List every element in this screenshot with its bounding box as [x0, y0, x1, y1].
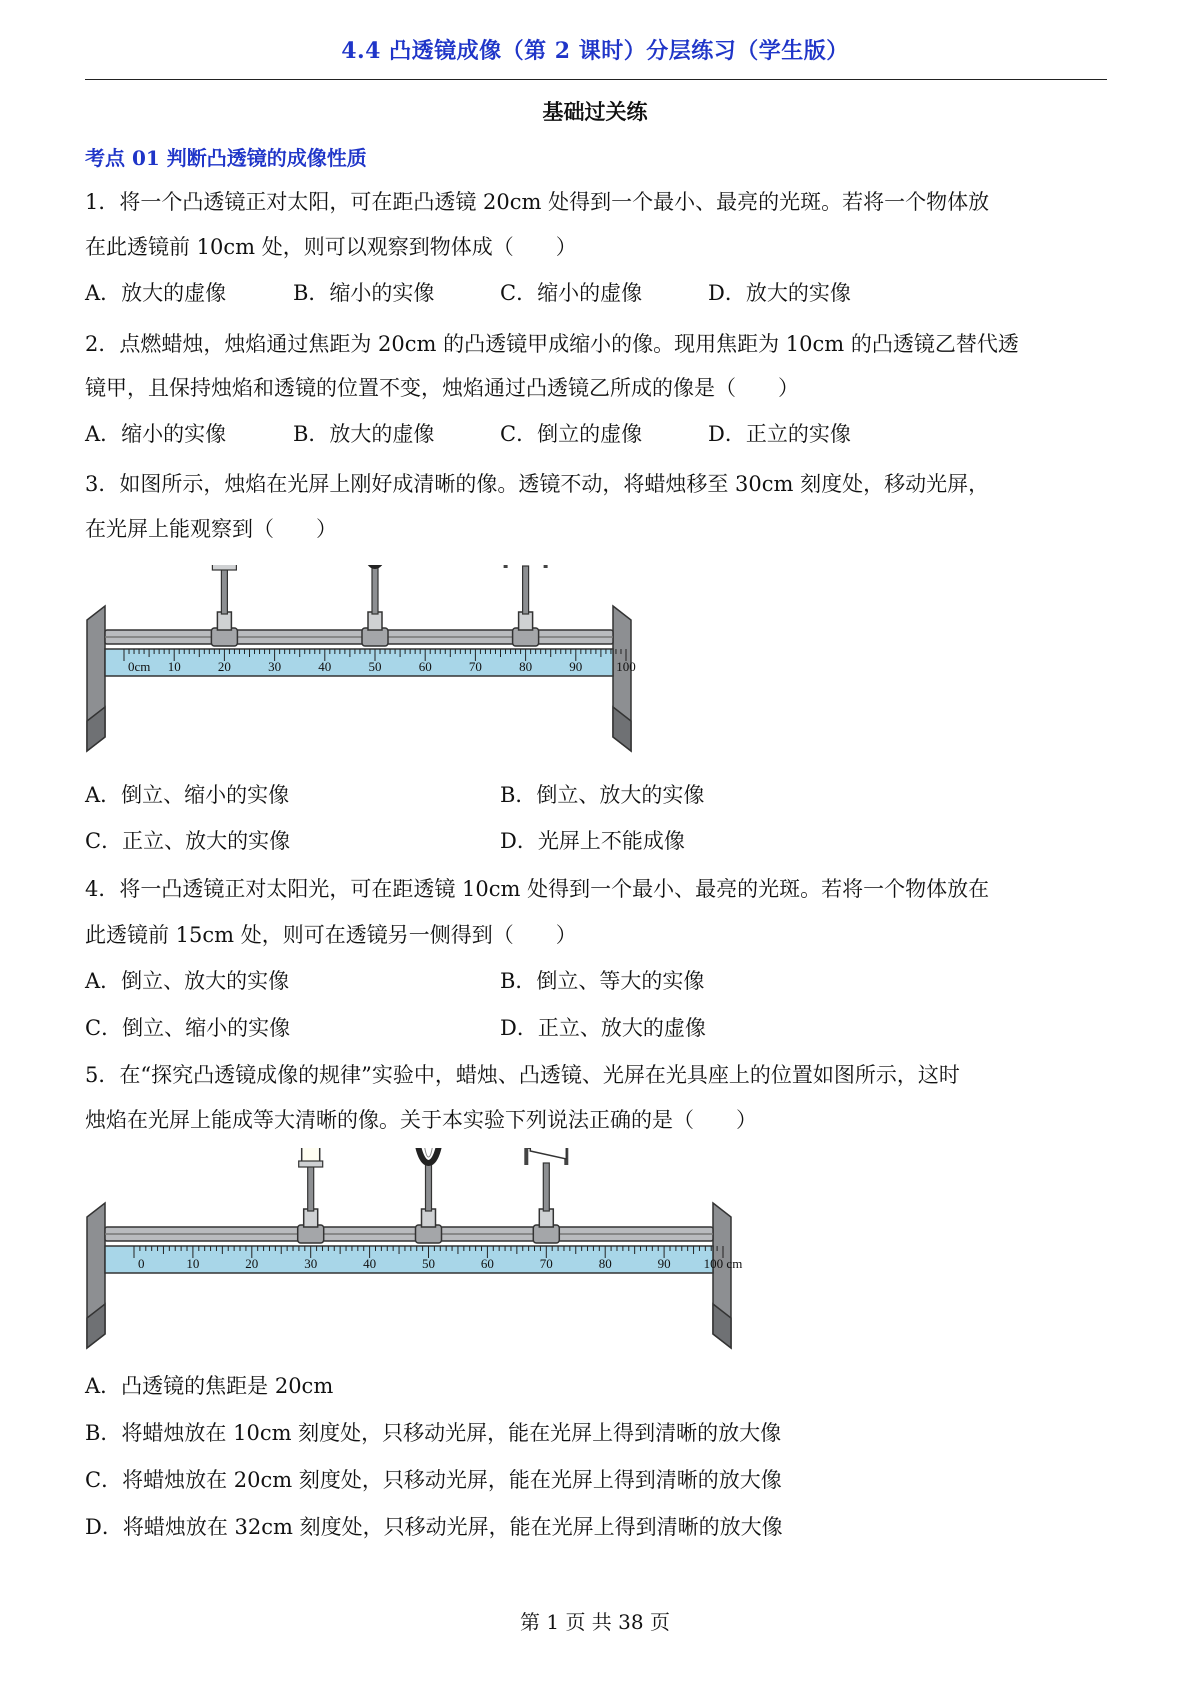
scale-label-80: 80 — [598, 1256, 612, 1271]
candle-holder-clamp — [217, 612, 231, 630]
q1-option-a: A．放大的虚像 — [85, 281, 227, 305]
q5-option-d: D．将蜡烛放在 32cm 刻度处，只移动光屏，能在光屏上得到清晰的放大像 — [85, 1515, 783, 1539]
footer-page-number: 1 — [546, 1610, 560, 1634]
q5-option-a: A．凸透镜的焦距是 20cm — [85, 1374, 334, 1398]
q1-option-c: C．缩小的虚像 — [500, 281, 643, 305]
q3-line-1: 3．如图所示，烛焰在光屏上刚好成清晰的像。透镜不动，将蜡烛移至 30cm 刻度处，移动光屏， — [85, 472, 990, 496]
q4-option-d: D．正立、放大的虚像 — [500, 1016, 706, 1040]
screen-holder-post — [543, 1163, 549, 1211]
q5-option-b: B．将蜡烛放在 10cm 刻度处，只移动光屏，能在光屏上得到清晰的放大像 — [85, 1421, 782, 1445]
scale-label-10: 10 — [167, 659, 181, 674]
convex-lens — [363, 565, 387, 566]
footer-total-pages: 38 — [618, 1610, 644, 1634]
q1-line-2: 在此透镜前 10cm 处，则可以观察到物体成（ ） — [85, 235, 577, 259]
scale-label-50: 50 — [368, 659, 382, 674]
q4-option-a: A．倒立、放大的实像 — [85, 969, 290, 993]
scale-label-70: 70 — [468, 659, 482, 674]
header-divider — [85, 79, 1107, 80]
scale-label-10: 10 — [186, 1256, 200, 1271]
q2-line-1: 2．点燃蜡烛，烛焰通过焦距为 20cm 的凸透镜甲成缩小的像。现用焦距为 10cm 的凸透镜乙替代透 — [85, 332, 1019, 356]
footer-prefix: 第 — [520, 1610, 540, 1634]
scale-label-20: 20 — [217, 659, 231, 674]
q4-line-2: 此透镜前 15cm 处，则可在透镜另一侧得到（ ） — [85, 923, 577, 947]
screen-holder-clamp — [519, 612, 533, 630]
q2-option-d: D．正立的实像 — [708, 422, 851, 446]
scale-label-first: 0cm — [128, 659, 151, 674]
q2-option-c: C．倒立的虚像 — [500, 422, 643, 446]
lens-holder-clamp — [368, 612, 382, 630]
scale-label-60: 60 — [418, 659, 432, 674]
scale-label-20: 20 — [245, 1256, 259, 1271]
page-footer — [0, 1606, 1190, 1635]
candle-holder-post — [221, 566, 227, 614]
bench-scale — [105, 649, 613, 676]
q1-line-1: 1．将一个凸透镜正对太阳，可在距凸透镜 20cm 处得到一个最小、最亮的光斑。若将一个物体放 — [85, 190, 990, 214]
q1-option-b: B．缩小的实像 — [293, 281, 435, 305]
scale-label-90: 90 — [657, 1256, 671, 1271]
footer-suffix: 页 — [649, 1610, 670, 1634]
scale-label-50: 50 — [422, 1256, 435, 1271]
document-title: 4.4 凸透镜成像（第 2 课时）分层练习（学生版） — [341, 38, 849, 64]
keypoint-title: 考点 01 判断凸透镜的成像性质 — [85, 146, 367, 170]
optical-bench-figure-2 — [85, 1148, 795, 1358]
lens-holder-clamp — [422, 1209, 436, 1227]
q3-option-d: D．光屏上不能成像 — [500, 829, 685, 853]
scale-label-90: 90 — [569, 659, 583, 674]
optical-bench-figure-1 — [85, 565, 695, 761]
q4-option-c: C．倒立、缩小的实像 — [85, 1016, 291, 1040]
screen-holder-clamp — [539, 1209, 553, 1227]
screen-holder-post — [523, 566, 529, 614]
scale-label-40: 40 — [318, 659, 332, 674]
scale-label-30: 30 — [268, 659, 282, 674]
q3-option-b: B．倒立、放大的实像 — [500, 783, 705, 807]
scale-label-30: 30 — [304, 1256, 318, 1271]
q2-line-2: 镜甲，且保持烛焰和透镜的位置不变，烛焰通过凸透镜乙所成的像是（ ） — [85, 376, 799, 400]
scale-label-first: 0 — [138, 1256, 145, 1271]
q5-option-c: C．将蜡烛放在 20cm 刻度处，只移动光屏，能在光屏上得到清晰的放大像 — [85, 1468, 782, 1492]
scale-label-100: 100 — [616, 659, 636, 674]
candle-holder-clamp — [304, 1209, 318, 1227]
q1-option-d: D．放大的实像 — [708, 281, 851, 305]
lens-holder-post — [426, 1163, 432, 1211]
candle-cup — [212, 565, 236, 570]
q5-line-1: 5．在“探究凸透镜成像的规律”实验中，蜡烛、凸透镜、光屏在光具座上的位置如图所示，这时 — [85, 1063, 960, 1087]
q3-option-a: A．倒立、缩小的实像 — [85, 783, 290, 807]
q5-line-2: 烛焰在光屏上能成等大清晰的像。关于本实验下列说法正确的是（ ） — [85, 1108, 757, 1132]
candle-holder-post — [308, 1163, 314, 1211]
scale-label-60: 60 — [480, 1256, 494, 1271]
light-screen — [530, 1148, 566, 1159]
q2-option-a: A．缩小的实像 — [85, 422, 227, 446]
scale-label-40: 40 — [363, 1256, 377, 1271]
footer-middle: 页 共 — [565, 1610, 612, 1634]
scale-label-80: 80 — [519, 659, 533, 674]
section-title: 基础过关练 — [542, 99, 648, 124]
q3-option-c: C．正立、放大的实像 — [85, 829, 291, 853]
scale-label-70: 70 — [539, 1256, 553, 1271]
q3-line-2: 在光屏上能观察到（ ） — [85, 517, 337, 541]
convex-lens — [417, 1148, 441, 1163]
q4-line-1: 4．将一凸透镜正对太阳光，可在距透镜 10cm 处得到一个最小、最亮的光斑。若将一个物体放在 — [85, 877, 990, 901]
q4-option-b: B．倒立、等大的实像 — [500, 969, 705, 993]
lens-holder-post — [372, 566, 378, 614]
candle-cup — [299, 1161, 323, 1167]
scale-label-100: 100 cm — [703, 1256, 743, 1271]
q2-option-b: B．放大的虚像 — [293, 422, 435, 446]
